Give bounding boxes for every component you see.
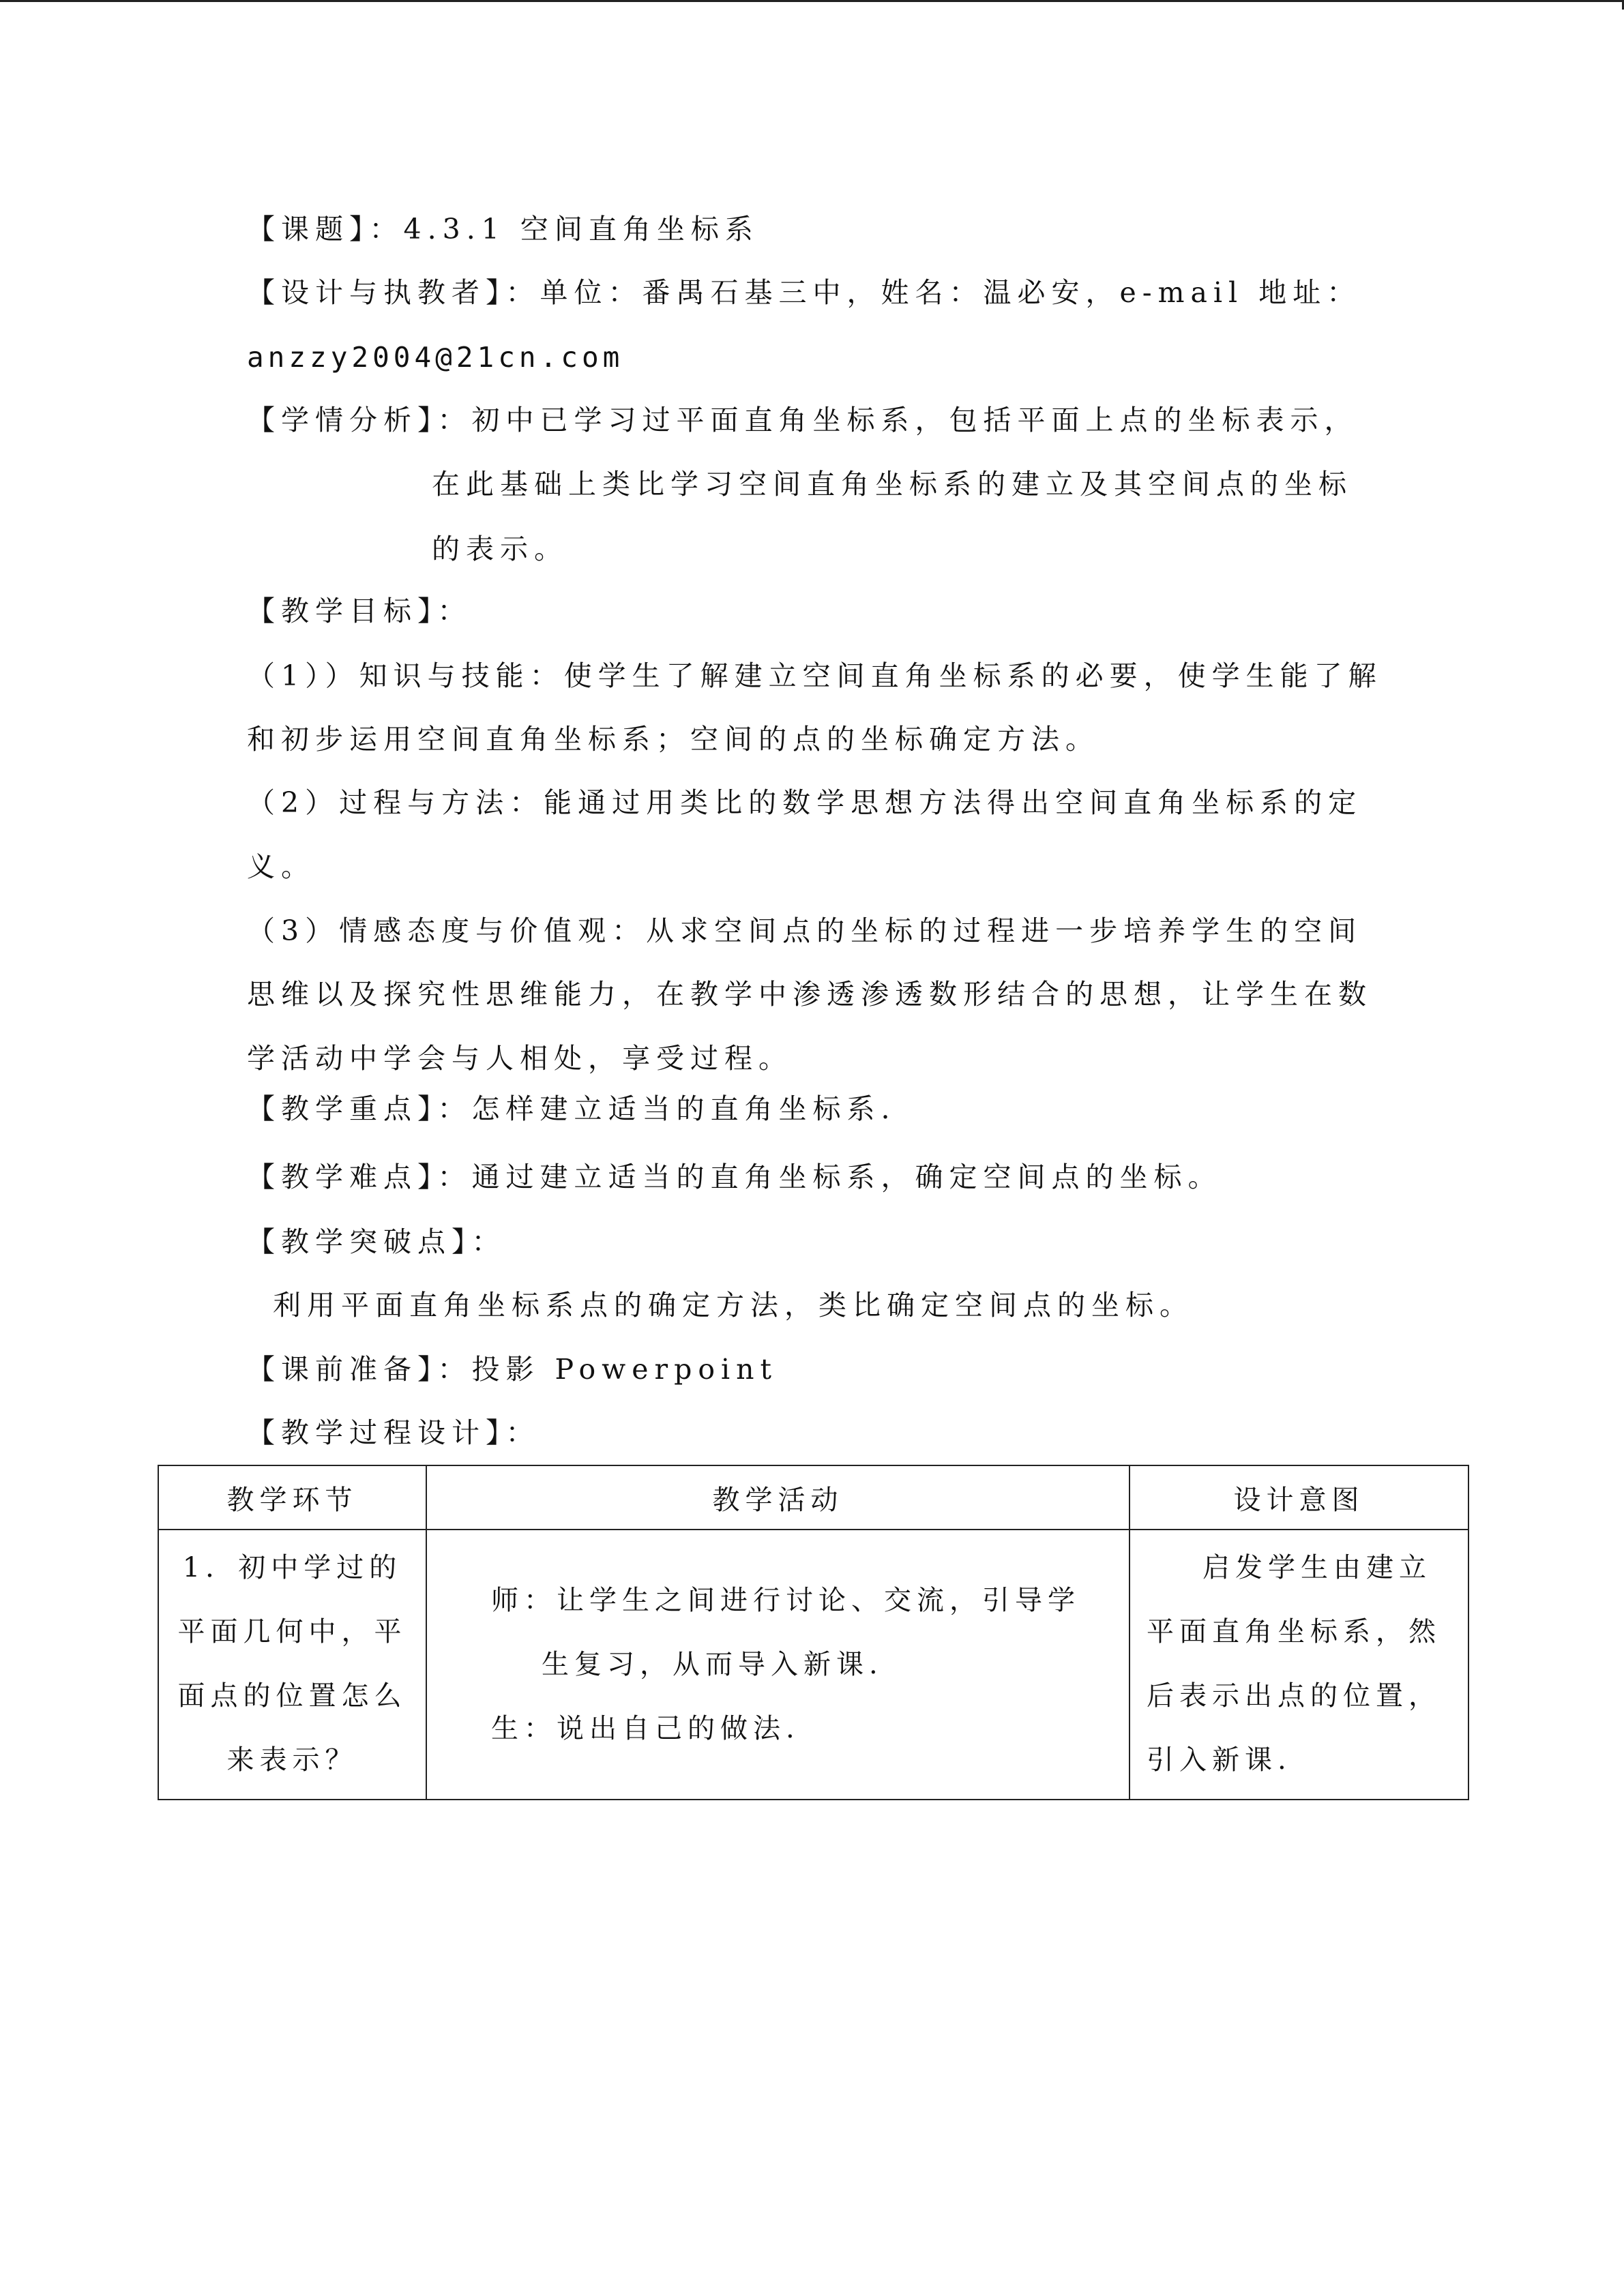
intent-line: 引入新课. [1147,1744,1292,1776]
goal-3-line-1: （3）情感态度与价值观：从求空间点的坐标的过程进一步培养学生的空间 [247,914,1363,947]
table-row [158,1530,1468,1800]
analysis-line-3: 的表示。 [432,533,568,565]
key-point-line: 【教学重点】：怎样建立适当的直角坐标系. [247,1092,896,1125]
process-heading: 【教学过程设计】： [247,1416,540,1449]
intent-line: 后表示出点的位置， [1147,1680,1441,1712]
stage-line: 来表示？ [226,1744,358,1776]
stage-line: 1．初中学过的 [182,1552,402,1583]
table-header-row [158,1465,1468,1530]
goal-3-line-3: 学活动中学会与人相处，享受过程。 [247,1042,793,1075]
breakthrough-heading: 【教学突破点】： [247,1225,506,1258]
intent-cell [1130,1530,1468,1800]
teaching-process-table [158,1465,1469,1800]
goal-3-line-2: 思维以及探究性思维能力，在教学中渗透渗透数形结合的思想，让学生在数 [247,978,1372,1011]
page-top-border [0,0,1624,2]
stage-line: 平面几何中，平 [177,1616,407,1648]
header-intent: 设计意图 [1130,1465,1468,1530]
topic-line: 【课题】：4.3.1 空间直角坐标系 [247,213,759,245]
header-stage: 教学环节 [158,1465,426,1530]
goal-2-line-1: （2）过程与方法：能通过用类比的数学思想方法得出空间直角坐标系的定 [247,786,1363,819]
intent-line: 启发学生由建立 [1202,1552,1432,1583]
activity-cell [426,1530,1130,1800]
goal-1-line-1: （1））知识与技能：使学生了解建立空间直角坐标系的必要，使学生能了解 [247,659,1383,692]
goal-1-line-2: 和初步运用空间直角坐标系；空间的点的坐标确定方法。 [247,723,1099,756]
breakthrough-text: 利用平面直角坐标系点的确定方法，类比确定空间点的坐标。 [273,1289,1194,1322]
analysis-line-2: 在此基础上类比学习空间直角坐标系的建立及其空间点的坐标 [432,468,1353,501]
stage-cell [158,1530,426,1800]
activity-line: 生复习，从而导入新课. [542,1649,883,1680]
designer-line: 【设计与执教者】：单位：番禺石基三中，姓名：温必安，e-mail 地址： [247,276,1361,309]
goal-2-line-2: 义。 [247,850,315,883]
stage-line: 面点的位置怎么 [177,1680,407,1712]
intent-line: 平面直角坐标系，然 [1147,1616,1441,1648]
activity-line: 师：让学生之间进行讨论、交流，引导学 [491,1585,1080,1616]
header-activity: 教学活动 [426,1465,1130,1530]
goals-heading: 【教学目标】： [247,595,472,627]
difficulty-line: 【教学难点】：通过建立适当的直角坐标系，确定空间点的坐标。 [247,1161,1222,1193]
preparation-line: 【课前准备】：投影 Powerpoint [247,1353,778,1386]
activity-line: 生：说出自己的做法. [491,1713,800,1744]
email-line: anzzy2004@21cn.com [247,341,624,374]
analysis-line-1: 【学情分析】：初中已学习过平面直角坐标系，包括平面上点的坐标表示， [247,404,1359,436]
